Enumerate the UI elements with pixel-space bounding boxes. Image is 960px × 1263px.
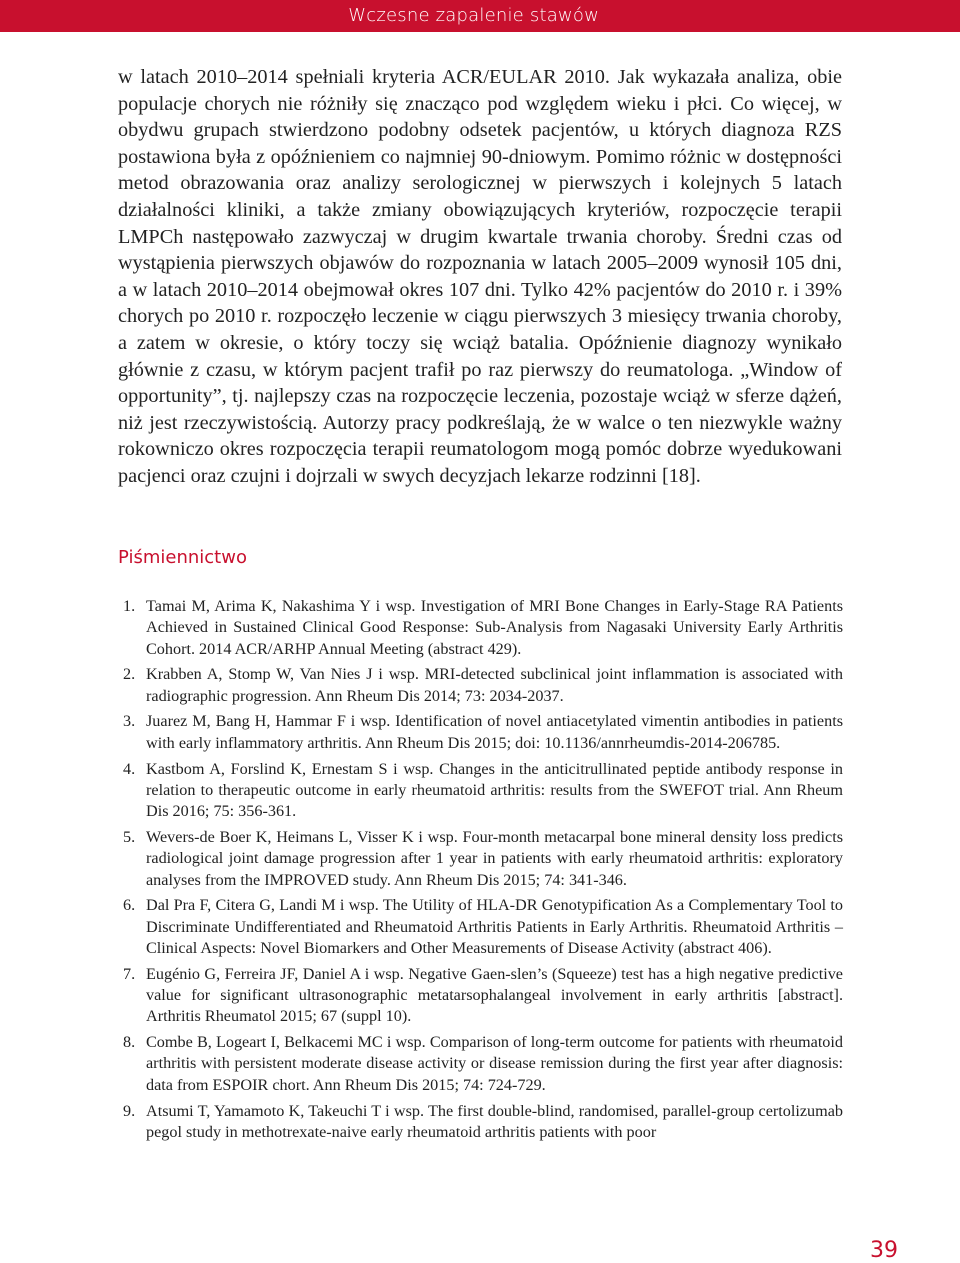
reference-item: [118, 964, 843, 1028]
reference-text: Kastbom A, Forslind K, Ernestam S i wsp. Changes in the anticitrullinated peptide antibody response in relation to therapeutic outcome in early rheumatoid arthritis: results from the SWEFOT trial. Ann Rheum Dis 2016; 75: 356-361.: [146, 759, 843, 821]
reference-number: 8.: [123, 1033, 136, 1052]
header-title: Wczesne zapalenie stawów: [348, 5, 599, 26]
reference-text: Combe B, Logeart I, Belkacemi MC i wsp. Comparison of long-term outcome for patients with rheumatoid arthritis with persistent moderate disease activity or disease remission during the first year after diagnosis: data from ESPOIR chort. Ann Rheum Dis 2015; 74: 724-729.: [146, 1033, 843, 1094]
reference-text: Atsumi T, Yamamoto K, Takeuchi T i wsp. The first double-blind, randomised, parallel-group certolizumab pegol study in methotrexate-naive early rheumatoid arthritis patients with poor: [146, 1101, 843, 1141]
reference-text: Eugénio G, Ferreira JF, Daniel A i wsp. Negative Gaen-slen’s (Squeeze) test has a high negative predictive value for significant ultrasonographic metatarsophalangeal involvement in early arthritis [abstract]. Arthritis Rheumatol 2015; 67 (suppl 10).: [146, 964, 843, 1026]
reference-text: Dal Pra F, Citera G, Landi M i wsp. The Utility of HLA-DR Genotypification As a Complementary Tool to Discriminate Undifferentiated and Rheumatoid Arthritis Patients in Early Arthritis. Rheumatoid Arthritis – Clinical Aspects: Novel Biomarkers and Other Measurements of Disease Activity (abstract 406).: [146, 896, 843, 957]
reference-text: Juarez M, Bang H, Hammar F i wsp. Identification of novel antiacetylated vimentin antibodies in patients with early inflammatory arthritis. Ann Rheum Dis 2015; doi: 10.1136/annrheumdis-2014-206785.: [146, 712, 843, 752]
reference-number: 9.: [123, 1101, 136, 1120]
reference-item: [118, 1101, 843, 1144]
reference-number: 2.: [123, 665, 136, 684]
header-bar: [0, 0, 960, 32]
reference-number: 6.: [123, 896, 136, 915]
reference-number: 3.: [123, 712, 136, 731]
reference-item: [118, 711, 843, 754]
reference-number: 5.: [123, 827, 136, 846]
reference-item: [118, 895, 843, 959]
page-number: 39: [870, 1238, 898, 1263]
reference-item: [118, 827, 843, 891]
reference-text: Krabben A, Stomp W, Van Nies J i wsp. MRI-detected subclinical joint inflammation is associated with radiographic progression. Ann Rheum Dis 2014; 73: 2034-2037.: [146, 665, 843, 705]
references-heading: Piśmiennictwo: [118, 547, 247, 568]
reference-item: [118, 759, 843, 823]
reference-number: 4.: [123, 759, 136, 778]
reference-item: [118, 1032, 843, 1096]
references-list: [118, 596, 843, 1148]
reference-text: Tamai M, Arima K, Nakashima Y i wsp. Investigation of MRI Bone Changes in Early-Stage RA Patients Achieved in Sustained Clinical Good Response: Sub-Analysis from Nagasaki University Early Arthritis Cohort. 2014 ACR/ARHP Annual Meeting (abstract 429).: [146, 597, 843, 658]
reference-item: [118, 596, 843, 660]
reference-number: 1.: [123, 597, 136, 615]
body-paragraph: w latach 2010–2014 spełniali kryteria ACR/EULAR 2010. Jak wykazała analiza, obie populacje chorych nie różniły się znacząco pod względem wieku i płci. Co więcej, w obydwu grupach stwierdzono podobny odsetek pacjentów, u których diagnoza RZS postawiona była z opóźnieniem co najmniej 90-dniowym. Pomimo różnic w dostępności metod obrazowania oraz analizy serologicznej w pierwszych i kolejnych 5 latach działalności kliniki, a także zmiany obowiązujących kryteriów, rozpoczęcie terapii LMPCh następowało zazwyczaj w drugim kwartale trwania choroby. Średni czas od wystąpienia pierwszych objawów do rozpoznania w latach 2005–2009 wynosił 105 dni, a w latach 2010–2014 obejmował okres 107 dni. Tylko 42% pacjentów do 2010 r. i 39% chorych po 2010 r. rozpoczęło leczenie w ciągu pierwszych 3 miesięcy trwania choroby, a zatem w okresie, o który toczy się wciąż batalia. Opóźnienie diagnozy wynikało głównie z czasu, w którym pacjent trafił po raz pierwszy do reumatologa. „Window of opportunity”, tj. najlepszy czas na rozpoczęcie leczenia, pozostaje wciąż w sferze dążeń, niż jest rzeczywistością. Autorzy pracy podkreślają, że w walce o ten niezwykle ważny rokowniczo okres rozpoczęcia terapii reumatologom mogą pomóc dobrze wyedukowani pacjenci oraz czujni i dojrzali w swych decyzjach lekarze rodzinni [18].: [118, 66, 842, 487]
reference-number: 7.: [123, 964, 136, 983]
reference-item: [118, 664, 843, 707]
reference-text: Wevers-de Boer K, Heimans L, Visser K i wsp. Four-month metacarpal bone mineral density loss predicts radiological joint damage progression after 1 year in patients with early rheumatoid arthritis: exploratory analyses from the IMPROVED study. Ann Rheum Dis 2015; 74: 341-346.: [146, 827, 843, 889]
